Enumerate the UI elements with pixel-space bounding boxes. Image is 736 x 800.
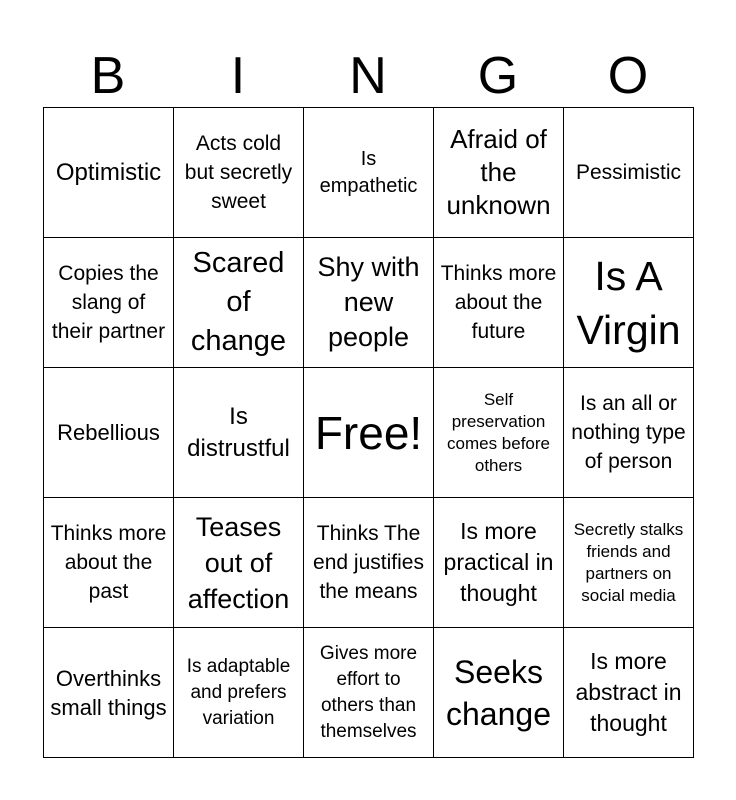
bingo-cell[interactable] — [434, 498, 564, 628]
cell-text: Pessimistic — [575, 160, 681, 184]
bingo-cell[interactable] — [304, 238, 434, 368]
cell-text: Is distrustful — [187, 402, 290, 462]
bingo-cell[interactable] — [174, 498, 304, 628]
cell-text: Rebellious — [57, 419, 160, 445]
bingo-cell[interactable] — [564, 628, 694, 758]
bingo-cell[interactable] — [564, 108, 694, 238]
cell-text: Free! — [314, 406, 423, 459]
bingo-cell[interactable] — [434, 628, 564, 758]
bingo-cell[interactable] — [174, 368, 304, 498]
cell-text: Acts cold but secretly sweet — [184, 132, 293, 213]
bingo-cell[interactable] — [44, 368, 174, 498]
cell-text: Overthinks small things — [50, 665, 167, 720]
bingo-cell[interactable] — [564, 238, 694, 368]
cell-text: Seeks change — [446, 653, 551, 732]
free-space[interactable] — [304, 368, 434, 498]
bingo-cell[interactable] — [304, 108, 434, 238]
bingo-cell[interactable] — [44, 108, 174, 238]
bingo-cell[interactable] — [44, 238, 174, 368]
cell-text: Is more abstract in thought — [575, 648, 682, 736]
cell-text: Is adaptable and prefers variation — [186, 655, 291, 729]
header-letter-o: O — [607, 47, 649, 105]
cell-text: Thinks more about the past — [50, 522, 167, 603]
bingo-cell[interactable] — [434, 238, 564, 368]
cell-text: Gives more effort to others than themselves — [319, 642, 418, 742]
bingo-cell[interactable] — [564, 498, 694, 628]
bingo-card — [43, 107, 694, 758]
bingo-header — [43, 46, 693, 106]
cell-text: Is empathetic — [319, 147, 418, 197]
bingo-cell[interactable] — [304, 498, 434, 628]
cell-text: Is A Virgin — [576, 252, 681, 353]
bingo-cell[interactable] — [434, 368, 564, 498]
bingo-cell[interactable] — [44, 498, 174, 628]
cell-text: Scared of change — [190, 247, 287, 357]
bingo-cell[interactable] — [434, 108, 564, 238]
cell-text: Shy with new people — [317, 252, 420, 352]
cell-text: Thinks The end justifies the means — [313, 522, 424, 603]
cell-text: Thinks more about the future — [440, 262, 557, 343]
header-letter-g: G — [477, 47, 519, 105]
cell-text: Self preservation comes before others — [447, 389, 550, 475]
header-letter-n: N — [349, 47, 387, 105]
cell-text: Teases out of affection — [187, 511, 290, 614]
cell-text: Secretly stalks friends and partners on social media — [573, 519, 684, 605]
cell-text: Is an all or nothing type of person — [571, 392, 686, 473]
bingo-cell[interactable] — [304, 628, 434, 758]
bingo-cell[interactable] — [174, 108, 304, 238]
bingo-cell[interactable] — [174, 238, 304, 368]
cell-text: Copies the slang of their partner — [51, 262, 166, 343]
cell-text: Is more practical in thought — [443, 518, 554, 606]
bingo-cell[interactable] — [564, 368, 694, 498]
header-letter-b: B — [90, 47, 126, 105]
header-letter-i: I — [230, 47, 246, 105]
bingo-cell[interactable] — [44, 628, 174, 758]
cell-text: Afraid of the unknown — [446, 124, 551, 220]
bingo-cell[interactable] — [174, 628, 304, 758]
cell-text: Optimistic — [55, 158, 162, 186]
